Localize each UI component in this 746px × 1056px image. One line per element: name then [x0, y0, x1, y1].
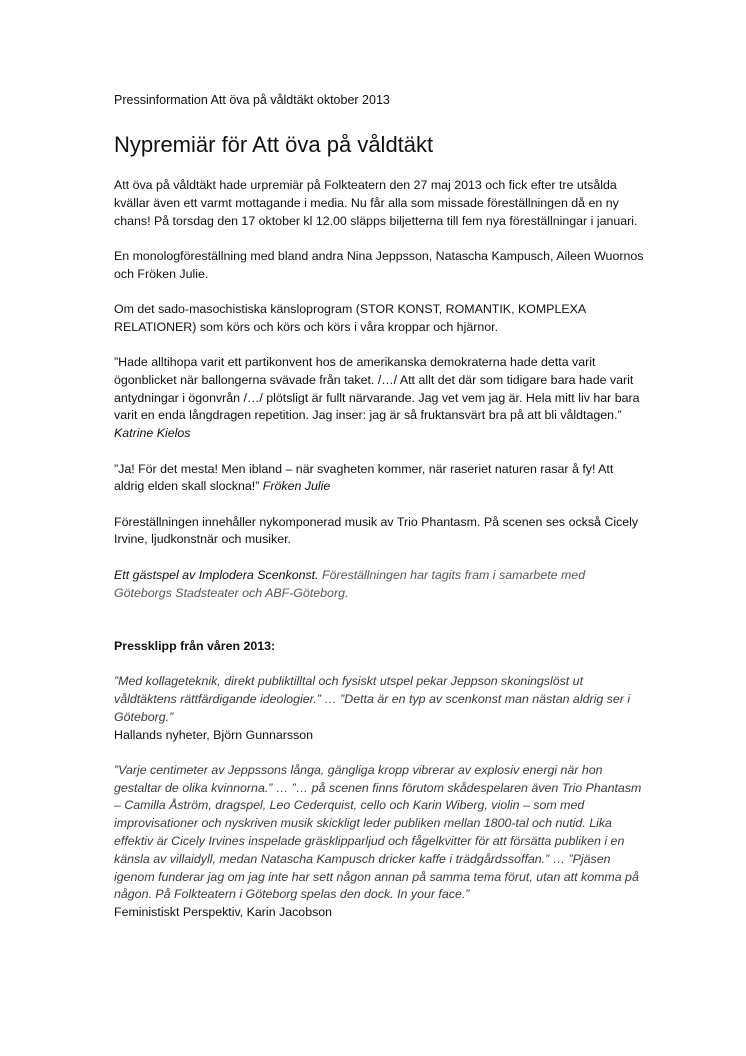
- press-clip-1-quote: ”Med kollageteknik, direkt publiktilltal och fysiskt utspel pekar Jeppson skoningslöst ut våldtäktens rättfärdigande ideologier.” … ”Detta är en typ av scenkonst man nästan aldrig ser i Göteborg.”: [114, 674, 631, 724]
- intro-paragraph: Att öva på våldtäkt hade urpremiär på Folkteatern den 27 maj 2013 och fick efter tre utsålda kvällar även ett varmt mottagande i media. Nu får alla som missade föreställningen då en ny chans! På torsdag den 17 oktober kl 12.00 släpps biljetterna till fem nya föreställningar i januari.: [114, 178, 638, 228]
- music-paragraph: Föreställningen innehåller nykomponerad musik av Trio Phantasm. På scenen ses också Cicely Irvine, ljudkonstnär och musiker.: [114, 514, 639, 547]
- quote-julie-author: Fröken Julie: [262, 479, 331, 494]
- guest-paragraph: [114, 567, 646, 603]
- press-clip-2: [114, 762, 646, 922]
- quote-julie-text: ”Ja! För det mesta! Men ibland – när svagheten kommer, när raseriet naturen rasar å fy! Att aldrig elden skall slockna!”: [114, 461, 614, 494]
- quote-julie: [114, 461, 646, 497]
- program-paragraph: Om det sado-masochistiska känsloprogram (STOR KONST, ROMANTIK, KOMPLEXA RELATIONER) som körs och körs och körs i våra kroppar och hjärnor.: [114, 301, 586, 334]
- cast-paragraph: En monologföreställning med bland andra Nina Jeppsson, Natascha Kampusch, Aileen Wuornos och Fröken Julie.: [114, 248, 644, 281]
- section-spacer: [114, 620, 646, 638]
- press-clip-2-source: Feministiskt Perspektiv, Karin Jacobson: [114, 905, 333, 920]
- page-title: Nypremiär för Att öva på våldtäkt: [114, 132, 434, 157]
- quote-kielos-author: Katrine Kielos: [114, 426, 191, 441]
- press-clip-1: [114, 673, 646, 744]
- press-clip-2-quote: ”Varje centimeter av Jeppssons långa, gängliga kropp vibrerar av explosiv energi när hon gestaltar de olika kvinnorna.” … ”… på scenen finns förutom skådespelaren även Trio Phantasm – Camilla Åström, dragspel, Leo Cederquist, cello och Karin Wiberg, violin – som med improvisationer och nyskriven musik skickligt leder publiken mellan 1800-tal och nutid. Lika effektiv är Cicely Irvines inspelade gräsklipparljud och fågelkvitter för att försätta publiken i en känsla av villaidyll, medan Natascha Kampusch dricker kaffe i trädgårdssoffan.” … ”Pjäsen igenom funderar jag om jag inte har sett någon annan på samma tema förut, utan att komma på någon. På Folkteatern i Göteborg spelas den dock. In your face.”: [114, 762, 642, 902]
- guest-lead: Ett gästspel av Implodera Scenkonst.: [114, 567, 319, 582]
- guest-rest: Föreställningen har tagits fram i samarbete med Göteborgs Stadsteater och ABF-Göteborg.: [114, 567, 586, 600]
- press-heading: Pressklipp från våren 2013:: [114, 638, 276, 653]
- press-header: Pressinformation Att öva på våldtäkt oktober 2013: [114, 93, 390, 107]
- press-clip-1-source: Hallands nyheter, Björn Gunnarsson: [114, 727, 314, 742]
- quote-kielos: [114, 354, 646, 443]
- quote-kielos-text: ”Hade alltihopa varit ett partikonvent hos de amerikanska demokraterna hade detta varit ögonblicket när ballongerna svävade från taket. /…/ Att allt det där som tidigare bara hade varit antydningar i ögonvrån /…/ plötsligt är fullt närvarande. Jag vet vem jag är. Hela mitt liv har bara varit en enda långdragen repetition. Jag inser: jag är så fruktansvärt bra på att bli våldtagen.”: [114, 355, 640, 423]
